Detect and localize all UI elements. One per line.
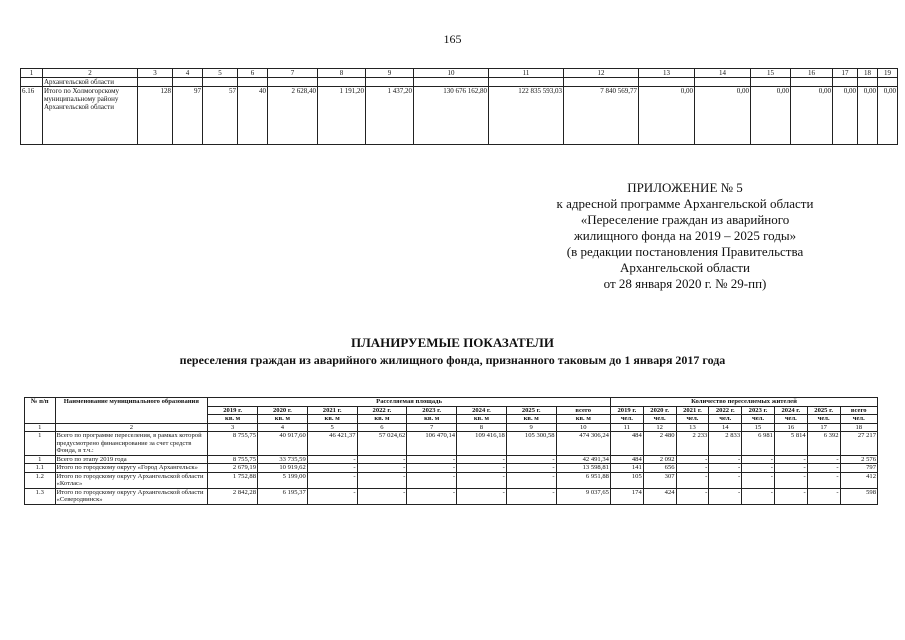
unit-header-cell: кв. м <box>208 415 258 424</box>
table-cell: 141 <box>610 464 643 473</box>
table-row <box>25 464 878 473</box>
table-cell: - <box>457 455 507 464</box>
column-number-cell: 13 <box>639 69 695 78</box>
table-cell: - <box>676 472 709 488</box>
column-number-cell: 9 <box>366 69 414 78</box>
column-number-cell: 4 <box>173 69 203 78</box>
table-cell: - <box>357 464 407 473</box>
table-cell: 10 919,62 <box>257 464 307 473</box>
table-cell: 1 <box>25 432 56 456</box>
appendix-line: к адресной программе Архангельской области <box>556 196 814 211</box>
table-cell: 2 092 <box>643 455 676 464</box>
table-row <box>25 472 878 488</box>
column-number-cell: 9 <box>506 423 556 432</box>
table-cell: 27 217 <box>840 432 877 456</box>
column-number-cell: 2 <box>55 423 208 432</box>
table-cell: 484 <box>610 455 643 464</box>
year-header-cell: 2023 г. <box>407 406 457 415</box>
table-cell: 484 <box>610 432 643 456</box>
table-cell: 0,00 <box>858 87 878 145</box>
year-header-cell: 2023 г. <box>742 406 775 415</box>
appendix-line: (в редакции постановления Правительства <box>566 244 804 259</box>
year-header-cell: всего <box>840 406 877 415</box>
appendix-line: жилищного фонда на 2019 – 2025 годы» <box>573 228 797 243</box>
column-number-cell: 10 <box>414 69 489 78</box>
year-header-cell: 2019 г. <box>610 406 643 415</box>
column-number-cell: 18 <box>840 423 877 432</box>
table-cell: - <box>807 488 840 504</box>
table-cell: 57 <box>203 87 238 145</box>
table-cell: Итого по городскому округу Архангельской области «Котлас» <box>55 472 208 488</box>
table-cell: 0,00 <box>751 87 791 145</box>
header-number: № п/п <box>25 398 56 424</box>
table-cell: 797 <box>840 464 877 473</box>
table-cell: 1 191,20 <box>318 87 366 145</box>
table-cell: - <box>807 455 840 464</box>
table-cell <box>414 78 489 87</box>
table-cell: 6 981 <box>742 432 775 456</box>
table-cell: 1.2 <box>25 472 56 488</box>
table-cell: - <box>457 488 507 504</box>
column-number-cell: 5 <box>203 69 238 78</box>
table-cell: 2 576 <box>840 455 877 464</box>
table-cell: - <box>742 488 775 504</box>
table-cell: 2 842,28 <box>208 488 258 504</box>
column-number-cell: 8 <box>318 69 366 78</box>
column-number-cell: 2 <box>43 69 138 78</box>
column-number-cell: 8 <box>457 423 507 432</box>
column-number-cell: 16 <box>774 423 807 432</box>
table-cell: 1 752,88 <box>208 472 258 488</box>
column-number-cell: 18 <box>858 69 878 78</box>
table-cell: Архангельской области <box>43 78 138 87</box>
unit-header-cell: кв. м <box>307 415 357 424</box>
table-cell <box>564 78 639 87</box>
table-cell: - <box>457 464 507 473</box>
column-number-cell: 6 <box>357 423 407 432</box>
table-cell: - <box>742 472 775 488</box>
header-name: Наименование муниципального образования <box>55 398 208 424</box>
table-cell <box>318 78 366 87</box>
page-subtitle: переселения граждан из аварийного жилищного фонда, признанного таковым до 1 января 2017 года <box>179 353 726 367</box>
unit-header-cell: кв. м <box>257 415 307 424</box>
year-header-cell: 2021 г. <box>307 406 357 415</box>
table-cell: - <box>407 472 457 488</box>
table-cell: 424 <box>643 488 676 504</box>
table-cell: Всего по этапу 2019 года <box>55 455 208 464</box>
table-cell: 0,00 <box>695 87 751 145</box>
table-cell: - <box>709 455 742 464</box>
table-cell: 97 <box>173 87 203 145</box>
column-number-cell: 19 <box>878 69 898 78</box>
table-cell <box>751 78 791 87</box>
appendix-line: Архангельской области <box>620 260 750 275</box>
table-cell: - <box>307 472 357 488</box>
table-cell: - <box>676 488 709 504</box>
column-number-cell: 16 <box>791 69 833 78</box>
unit-header-cell: кв. м <box>407 415 457 424</box>
column-number-cell: 11 <box>489 69 564 78</box>
table-header-row <box>21 69 898 78</box>
table-cell: - <box>774 472 807 488</box>
table-cell: 2 679,19 <box>208 464 258 473</box>
continuation-table <box>20 68 898 145</box>
table-cell: - <box>307 455 357 464</box>
table-cell <box>695 78 751 87</box>
column-number-cell: 1 <box>25 423 56 432</box>
table-cell: 0,00 <box>791 87 833 145</box>
year-header-cell: 2020 г. <box>257 406 307 415</box>
column-number-cell: 17 <box>807 423 840 432</box>
table-row <box>25 488 878 504</box>
column-number-cell: 14 <box>695 69 751 78</box>
table-cell: 57 024,62 <box>357 432 407 456</box>
table-row <box>21 87 898 145</box>
table-cell <box>833 78 858 87</box>
appendix-line: от 28 января 2020 г. № 29-пп) <box>603 276 767 291</box>
table-cell: 122 835 593,03 <box>489 87 564 145</box>
table-cell: 105 300,58 <box>506 432 556 456</box>
table-cell <box>138 78 173 87</box>
table-cell: 109 416,18 <box>457 432 507 456</box>
table-cell: - <box>709 464 742 473</box>
table-cell: 7 840 569,77 <box>564 87 639 145</box>
table-cell: 105 <box>610 472 643 488</box>
unit-header-cell: чел. <box>807 415 840 424</box>
table-cell: 6 195,37 <box>257 488 307 504</box>
column-number-cell: 17 <box>833 69 858 78</box>
table-cell: 307 <box>643 472 676 488</box>
page-number: 165 <box>443 32 462 46</box>
year-header-cell: 2025 г. <box>506 406 556 415</box>
unit-header-cell: чел. <box>742 415 775 424</box>
table-cell: 412 <box>840 472 877 488</box>
appendix-line: ПРИЛОЖЕНИЕ № 5 <box>627 180 743 195</box>
table-cell: 2 628,40 <box>268 87 318 145</box>
unit-header-cell: чел. <box>709 415 742 424</box>
table-row <box>25 455 878 464</box>
table-cell: 6.16 <box>21 87 43 145</box>
table-cell: - <box>307 488 357 504</box>
table-cell: Итого по городскому округу Архангельской области «Северодвинск» <box>55 488 208 504</box>
column-number-cell: 7 <box>268 69 318 78</box>
year-header-cell: 2024 г. <box>457 406 507 415</box>
table-cell <box>203 78 238 87</box>
table-cell: 0,00 <box>878 87 898 145</box>
column-number-cell: 7 <box>407 423 457 432</box>
table-cell: 8 755,75 <box>208 455 258 464</box>
table-cell: 6 392 <box>807 432 840 456</box>
unit-header-cell: кв. м <box>556 415 610 424</box>
column-number-cell: 5 <box>307 423 357 432</box>
unit-header-cell: чел. <box>840 415 877 424</box>
year-header-cell: 2021 г. <box>676 406 709 415</box>
table-cell: - <box>357 472 407 488</box>
table-row <box>25 432 878 456</box>
table-cell: 2 233 <box>676 432 709 456</box>
column-number-cell: 4 <box>257 423 307 432</box>
table-cell <box>639 78 695 87</box>
table-cell: 130 676 162,80 <box>414 87 489 145</box>
column-number-cell: 6 <box>238 69 268 78</box>
table-cell: - <box>807 464 840 473</box>
unit-header-cell: кв. м <box>506 415 556 424</box>
column-number-cell: 10 <box>556 423 610 432</box>
table-cell: 1 437,20 <box>366 87 414 145</box>
table-cell: - <box>407 488 457 504</box>
table-cell: - <box>357 488 407 504</box>
table-cell: 13 598,81 <box>556 464 610 473</box>
table-cell: Итого по Холмогорскому муниципальному району Архангельской области <box>43 87 138 145</box>
table-cell: 46 421,37 <box>307 432 357 456</box>
table-cell <box>21 78 43 87</box>
unit-header-cell: чел. <box>643 415 676 424</box>
table-cell: 174 <box>610 488 643 504</box>
table-cell: - <box>774 455 807 464</box>
table-cell: - <box>676 464 709 473</box>
column-number-cell: 15 <box>742 423 775 432</box>
table-cell <box>366 78 414 87</box>
table-cell <box>268 78 318 87</box>
table-cell <box>878 78 898 87</box>
year-header-cell: 2025 г. <box>807 406 840 415</box>
table-cell: 9 037,65 <box>556 488 610 504</box>
table-cell: - <box>506 488 556 504</box>
table-cell: 1.1 <box>25 464 56 473</box>
table-cell: 40 917,60 <box>257 432 307 456</box>
table-cell: - <box>407 464 457 473</box>
table-cell: - <box>506 472 556 488</box>
table-cell: Всего по программе переселения, в рамках которой предусмотрено финансирование за счет средств Фонда, в т.ч.: <box>55 432 208 456</box>
year-header-cell: 2022 г. <box>357 406 407 415</box>
unit-header-cell: кв. м <box>457 415 507 424</box>
table-cell: 106 470,14 <box>407 432 457 456</box>
table-cell <box>489 78 564 87</box>
table-cell: - <box>742 464 775 473</box>
table-cell: - <box>506 455 556 464</box>
table-header-row <box>25 423 878 432</box>
column-number-cell: 12 <box>643 423 676 432</box>
table-cell: - <box>774 488 807 504</box>
appendix-line: «Переселение граждан из аварийного <box>580 212 790 227</box>
table-cell <box>173 78 203 87</box>
unit-header-cell: чел. <box>774 415 807 424</box>
appendix-heading <box>520 180 850 292</box>
table-cell: 8 755,75 <box>208 432 258 456</box>
year-header-cell: 2024 г. <box>774 406 807 415</box>
column-number-cell: 11 <box>610 423 643 432</box>
table-cell: 1 <box>25 455 56 464</box>
table-cell: 0,00 <box>833 87 858 145</box>
table-cell: - <box>357 455 407 464</box>
table-cell: - <box>709 472 742 488</box>
table-cell: 40 <box>238 87 268 145</box>
table-cell: - <box>807 472 840 488</box>
table-cell <box>791 78 833 87</box>
table-cell: Итого по городскому округу «Город Архангельск» <box>55 464 208 473</box>
column-number-cell: 13 <box>676 423 709 432</box>
table-cell: 474 306,24 <box>556 432 610 456</box>
table-cell <box>858 78 878 87</box>
table-cell: 598 <box>840 488 877 504</box>
table-cell: 5 199,00 <box>257 472 307 488</box>
year-header-cell: всего <box>556 406 610 415</box>
header-people: Количество переселяемых жителей <box>610 398 877 407</box>
year-header-cell: 2019 г. <box>208 406 258 415</box>
year-header-cell: 2020 г. <box>643 406 676 415</box>
table-cell: 5 814 <box>774 432 807 456</box>
indicators-table <box>24 397 878 505</box>
column-number-cell: 3 <box>208 423 258 432</box>
table-cell: 656 <box>643 464 676 473</box>
table-row <box>21 78 898 87</box>
table-cell: 6 951,88 <box>556 472 610 488</box>
header-area: Расселяемая площадь <box>208 398 611 407</box>
table-cell: 1.3 <box>25 488 56 504</box>
table-cell: - <box>506 464 556 473</box>
table-cell: 0,00 <box>639 87 695 145</box>
table-cell: 42 491,34 <box>556 455 610 464</box>
table-cell: - <box>307 464 357 473</box>
unit-header-cell: кв. м <box>357 415 407 424</box>
table-cell: 2 833 <box>709 432 742 456</box>
unit-header-cell: чел. <box>676 415 709 424</box>
table-cell: - <box>774 464 807 473</box>
table-cell: - <box>457 472 507 488</box>
table-cell: 33 735,59 <box>257 455 307 464</box>
table-cell: - <box>742 455 775 464</box>
year-header-cell: 2022 г. <box>709 406 742 415</box>
table-cell: 2 480 <box>643 432 676 456</box>
column-number-cell: 15 <box>751 69 791 78</box>
unit-header-cell: чел. <box>610 415 643 424</box>
table-cell: 128 <box>138 87 173 145</box>
table-cell: - <box>709 488 742 504</box>
table-cell: - <box>407 455 457 464</box>
table-header-row <box>25 398 878 407</box>
column-number-cell: 14 <box>709 423 742 432</box>
table-cell <box>238 78 268 87</box>
column-number-cell: 12 <box>564 69 639 78</box>
table-cell: - <box>676 455 709 464</box>
page-title: ПЛАНИРУЕМЫЕ ПОКАЗАТЕЛИ <box>351 335 554 350</box>
column-number-cell: 3 <box>138 69 173 78</box>
column-number-cell: 1 <box>21 69 43 78</box>
